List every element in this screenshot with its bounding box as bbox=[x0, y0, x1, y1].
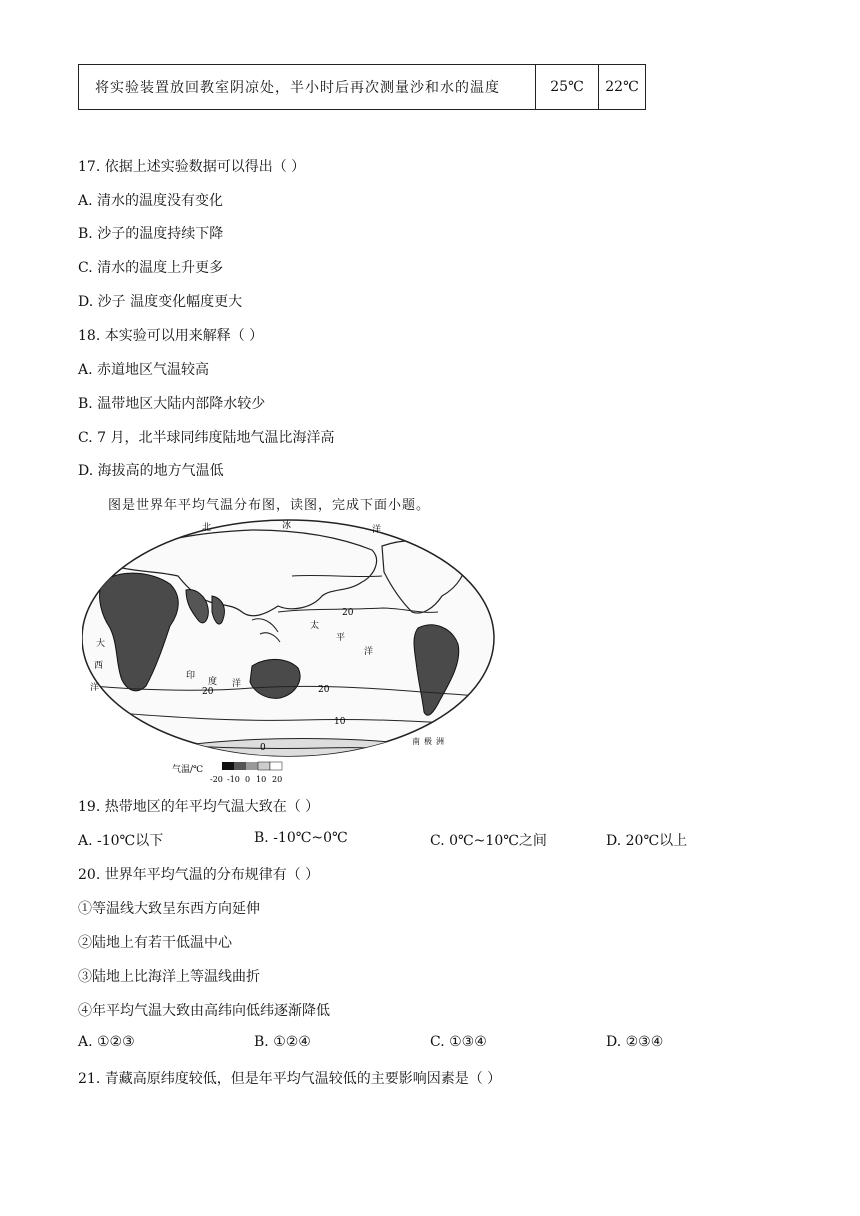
question-17-stem: 17. 依据上述实验数据可以得出（ ） bbox=[78, 159, 306, 175]
place-label: 洋 bbox=[232, 679, 242, 689]
q20-option-a: A. ①②③ bbox=[78, 1034, 135, 1050]
isotherm-label: 20 bbox=[342, 608, 354, 618]
q20-option-b: B. ①②④ bbox=[254, 1034, 311, 1050]
place-label: 度 bbox=[208, 677, 218, 687]
q20-option-d: D. ②③④ bbox=[606, 1034, 664, 1050]
place-label: 洋 bbox=[372, 525, 382, 535]
place-label: 冰 bbox=[282, 521, 292, 531]
legend-title: 气温/℃ bbox=[172, 765, 204, 775]
place-label: 平 bbox=[336, 633, 346, 643]
isotherm-label: 20 bbox=[202, 687, 214, 697]
q20-statement-4: ④年平均气温大致由高纬向低纬逐渐降低 bbox=[78, 1003, 330, 1019]
legend-swatch bbox=[258, 762, 270, 770]
place-label: 西 bbox=[94, 661, 104, 671]
q18-option-b: B. 温带地区大陆内部降水较少 bbox=[78, 396, 266, 412]
q20-statement-2: ②陆地上有若干低温中心 bbox=[78, 935, 232, 951]
q19-option-d: D. 20℃以上 bbox=[606, 833, 688, 849]
table-cell-water-temp: 22℃ bbox=[599, 65, 646, 110]
q19-option-c: C. 0℃~10℃之间 bbox=[430, 833, 547, 849]
place-label: 太 bbox=[310, 621, 320, 631]
q19-option-b: B. -10℃~0℃ bbox=[254, 830, 348, 846]
legend-swatch bbox=[234, 762, 246, 770]
table-row bbox=[79, 65, 646, 110]
q17-option-c: C. 清水的温度上升更多 bbox=[78, 260, 224, 276]
question-21-stem: 21. 青藏高原纬度较低，但是年平均气温较低的主要影响因素是（ ） bbox=[78, 1071, 502, 1087]
question-19-stem: 19. 热带地区的年平均气温大致在（ ） bbox=[78, 799, 320, 815]
legend-tick: -20 bbox=[210, 775, 223, 784]
legend-swatch bbox=[246, 762, 258, 770]
place-label: 南 bbox=[412, 737, 420, 746]
place-label: 印 bbox=[186, 671, 196, 681]
q18-option-a: A. 赤道地区气温较高 bbox=[78, 362, 210, 378]
legend-swatch bbox=[270, 762, 282, 770]
place-label: 极 bbox=[424, 737, 432, 746]
legend-tick: 10 bbox=[256, 775, 267, 784]
place-label: 大 bbox=[96, 639, 106, 649]
q18-option-c: C. 7 月，北半球同纬度陆地气温比海洋高 bbox=[78, 430, 335, 446]
q18-option-d: D. 海拔高的地方气温低 bbox=[78, 463, 224, 479]
q19-option-a: A. -10℃以下 bbox=[78, 833, 164, 849]
q17-option-b: B. 沙子的温度持续下降 bbox=[78, 226, 224, 242]
place-label: 洋 bbox=[364, 647, 374, 657]
table-cell-sand-temp: 25℃ bbox=[536, 65, 599, 110]
legend-tick: 0 bbox=[245, 775, 251, 784]
q17-option-a: A. 清水的温度没有变化 bbox=[78, 193, 224, 209]
experiment-table bbox=[78, 64, 646, 110]
place-label: 北 bbox=[202, 523, 212, 533]
place-label: 洋 bbox=[90, 683, 100, 693]
q20-statement-3: ③陆地上比海洋上等温线曲折 bbox=[78, 969, 260, 985]
world-temperature-map bbox=[82, 516, 502, 784]
question-20-stem: 20. 世界年平均气温的分布规律有（ ） bbox=[78, 867, 320, 883]
q20-statement-1: ①等温线大致呈东西方向延伸 bbox=[78, 901, 260, 917]
q17-option-d: D. 沙子 温度变化幅度更大 bbox=[78, 294, 243, 310]
legend-swatch bbox=[222, 762, 234, 770]
isotherm-label: 0 bbox=[260, 743, 266, 753]
table-cell-step: 将实验装置放回教室阴凉处，半小时后再次测量沙和水的温度 bbox=[79, 65, 536, 110]
isotherm-label: 20 bbox=[318, 685, 330, 695]
legend-tick: 20 bbox=[272, 775, 283, 784]
legend-tick: -10 bbox=[227, 775, 240, 784]
place-label: 洲 bbox=[436, 737, 444, 746]
question-18-stem: 18. 本实验可以用来解释（ ） bbox=[78, 328, 264, 344]
map-intro: 图是世界年平均气温分布图，读图，完成下面小题。 bbox=[108, 498, 431, 513]
q20-option-c: C. ①③④ bbox=[430, 1034, 487, 1050]
isotherm-label: 10 bbox=[334, 717, 346, 727]
